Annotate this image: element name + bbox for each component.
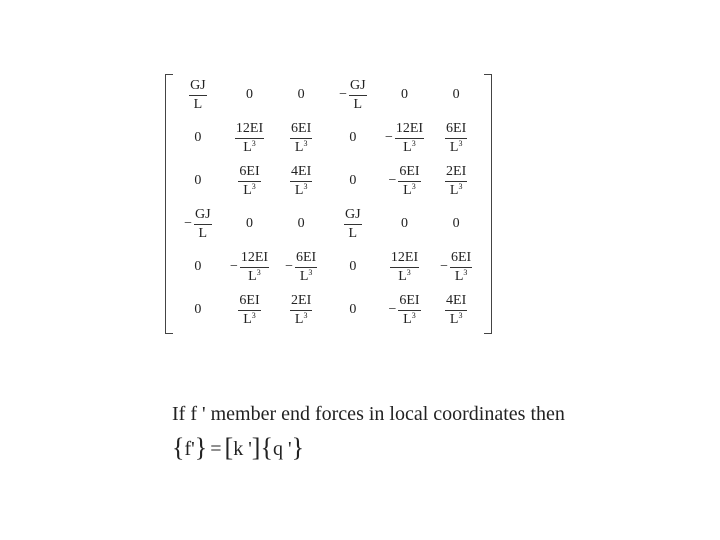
denominator-exponent: 3 <box>411 181 416 191</box>
fraction-numerator: 6EI <box>398 165 420 182</box>
matrix-right-bracket <box>484 74 492 334</box>
matrix-entry: 0 <box>349 302 357 317</box>
force-vector-symbol: f' <box>184 437 195 460</box>
denominator-base: L <box>243 182 252 198</box>
denominator-base: L <box>198 225 208 241</box>
matrix-entry: 0 <box>349 259 357 274</box>
fraction-numerator: 6EI <box>238 294 260 311</box>
fraction <box>445 122 467 155</box>
fraction-denominator <box>450 182 463 198</box>
matrix-entry <box>390 251 419 284</box>
matrix-cell <box>272 117 330 159</box>
matrix-cell <box>324 117 382 159</box>
fraction-denominator <box>194 96 203 112</box>
matrix-entry <box>235 122 264 155</box>
denominator-base: L <box>299 268 309 284</box>
matrix-cell <box>169 74 227 116</box>
denominator-exponent: 3 <box>308 267 313 277</box>
matrix-cell <box>221 160 279 202</box>
matrix-entry: 0 <box>297 216 305 231</box>
fraction-denominator <box>349 225 358 241</box>
denominator-exponent: 3 <box>251 181 256 191</box>
fraction <box>290 294 312 327</box>
denominator-exponent: 3 <box>406 267 411 277</box>
matrix-entry <box>445 122 467 155</box>
matrix-cell <box>272 246 330 288</box>
matrix-cell <box>169 246 227 288</box>
fraction-denominator <box>403 311 416 327</box>
matrix-entry <box>445 294 467 327</box>
right-brace: } <box>291 433 305 462</box>
fraction-numerator: GJ <box>194 208 212 225</box>
matrix-cell <box>427 74 485 116</box>
matrix-entry <box>189 79 207 112</box>
denominator-exponent: 3 <box>251 138 256 148</box>
fraction <box>189 79 207 112</box>
matrix-cell <box>324 74 382 116</box>
denominator-base: L <box>353 96 363 112</box>
minus-sign: − <box>229 259 238 274</box>
fraction <box>290 122 312 155</box>
matrix-entry: 0 <box>401 87 408 102</box>
fraction-numerator: 6EI <box>450 251 472 268</box>
minus-sign: − <box>384 130 393 145</box>
fraction-denominator <box>243 311 256 327</box>
matrix-entry <box>238 165 260 198</box>
denominator-exponent: 3 <box>303 310 308 320</box>
fraction-denominator <box>199 225 208 241</box>
fraction-numerator: 12EI <box>395 122 424 139</box>
matrix-cell <box>221 246 279 288</box>
fraction <box>450 251 472 284</box>
matrix-cell <box>427 289 485 331</box>
left-square-bracket: [ <box>224 433 234 462</box>
matrix-entry: 0 <box>297 87 305 102</box>
fraction <box>238 165 260 198</box>
minus-sign: − <box>184 216 193 231</box>
minus-sign: − <box>339 87 347 102</box>
fraction-denominator <box>450 139 463 155</box>
matrix-cell <box>221 289 279 331</box>
fraction-denominator <box>243 139 256 155</box>
denominator-base: L <box>403 139 412 155</box>
matrix-cell <box>169 289 227 331</box>
fraction-denominator <box>300 268 313 284</box>
stiffness-matrix <box>172 74 482 332</box>
matrix-cell <box>427 160 485 202</box>
denominator-base: L <box>243 311 252 327</box>
matrix-cell <box>221 203 279 245</box>
matrix-cell <box>427 117 485 159</box>
denominator-base: L <box>294 182 304 198</box>
stiffness-matrix-symbol: k ' <box>233 437 252 460</box>
fraction-numerator: 4EI <box>445 294 467 311</box>
fraction-denominator <box>450 311 463 327</box>
matrix-cell <box>324 160 382 202</box>
fraction-numerator: 6EI <box>398 294 420 311</box>
matrix-cell <box>272 203 330 245</box>
equation <box>172 433 305 462</box>
fraction <box>290 165 312 198</box>
minus-sign: − <box>388 302 397 317</box>
matrix-entry <box>344 208 362 241</box>
denominator-exponent: 3 <box>458 310 463 320</box>
fraction-denominator <box>295 311 308 327</box>
denominator-base: L <box>193 96 203 112</box>
denominator-base: L <box>294 139 304 155</box>
matrix-cell <box>376 160 434 202</box>
fraction-denominator <box>354 96 363 112</box>
fraction-numerator: 2EI <box>290 294 312 311</box>
matrix-entry <box>184 208 211 241</box>
denominator-base: L <box>449 139 459 155</box>
denominator-exponent: 3 <box>463 267 468 277</box>
matrix-cell <box>272 289 330 331</box>
fraction <box>349 79 367 112</box>
fraction-numerator: GJ <box>344 208 362 225</box>
fraction <box>240 251 269 284</box>
fraction-numerator: 6EI <box>290 122 312 139</box>
matrix-entry: 0 <box>349 173 357 188</box>
matrix-cell <box>376 246 434 288</box>
denominator-exponent: 3 <box>303 138 308 148</box>
matrix-entry <box>238 294 260 327</box>
fraction <box>295 251 317 284</box>
denominator-base: L <box>449 311 459 327</box>
denominator-base: L <box>398 268 407 284</box>
matrix-entry <box>440 251 472 284</box>
fraction-denominator <box>295 182 308 198</box>
denominator-exponent: 3 <box>458 138 463 148</box>
matrix-cell <box>427 246 485 288</box>
matrix-entry: 0 <box>452 216 460 231</box>
fraction-numerator: 6EI <box>238 165 260 182</box>
fraction-numerator: 6EI <box>445 122 467 139</box>
matrix-entry: 0 <box>194 173 202 188</box>
matrix-cell <box>324 246 382 288</box>
fraction <box>194 208 212 241</box>
matrix-cell <box>427 203 485 245</box>
matrix-entry <box>339 79 366 112</box>
matrix-cell <box>376 203 434 245</box>
fraction-numerator: 4EI <box>290 165 312 182</box>
right-square-bracket: ] <box>251 433 261 462</box>
fraction <box>395 122 424 155</box>
denominator-exponent: 3 <box>458 181 463 191</box>
fraction-numerator: 12EI <box>390 251 419 268</box>
matrix-cell <box>272 160 330 202</box>
left-brace: { <box>172 433 185 462</box>
denominator-exponent: 3 <box>303 181 308 191</box>
denominator-base: L <box>403 311 412 327</box>
matrix-entry: 0 <box>246 87 253 102</box>
denominator-exponent: 3 <box>411 138 416 148</box>
fraction <box>445 165 467 198</box>
matrix-entry <box>385 122 424 155</box>
fraction-denominator <box>248 268 261 284</box>
denominator-exponent: 3 <box>251 310 256 320</box>
minus-sign: − <box>440 259 448 274</box>
fraction-denominator <box>243 182 256 198</box>
minus-sign: − <box>388 173 397 188</box>
matrix-cell <box>324 203 382 245</box>
fraction-denominator <box>455 268 468 284</box>
matrix-cell <box>324 289 382 331</box>
fraction-numerator: 2EI <box>445 165 467 182</box>
fraction-numerator: 6EI <box>295 251 317 268</box>
equals-sign: = <box>210 437 222 460</box>
fraction-denominator <box>403 139 416 155</box>
fraction-denominator <box>398 268 411 284</box>
matrix-entry <box>388 294 420 327</box>
matrix-entry <box>290 165 312 198</box>
matrix-entry <box>285 251 317 284</box>
fraction <box>398 165 420 198</box>
matrix-entry <box>290 122 312 155</box>
denominator-exponent: 3 <box>411 310 416 320</box>
matrix-entry: 0 <box>349 130 357 145</box>
denominator-base: L <box>248 268 257 284</box>
fraction-denominator <box>403 182 416 198</box>
matrix-cell <box>221 117 279 159</box>
fraction <box>238 294 260 327</box>
fraction <box>445 294 467 327</box>
fraction <box>344 208 362 241</box>
matrix-cell <box>272 74 330 116</box>
denominator-base: L <box>449 182 459 198</box>
right-brace: } <box>194 433 208 462</box>
fraction-numerator: GJ <box>189 79 207 96</box>
matrix-entry <box>230 251 269 284</box>
matrix-entry <box>290 294 312 327</box>
denominator-base: L <box>454 268 464 284</box>
statement-text: If f ' member end forces in local coordinates then <box>172 403 565 425</box>
matrix-entry <box>445 165 467 198</box>
denominator-base: L <box>294 311 304 327</box>
minus-sign: − <box>285 259 293 274</box>
matrix-entry: 0 <box>194 130 202 145</box>
denominator-base: L <box>348 225 358 241</box>
matrix-entry <box>388 165 420 198</box>
fraction <box>398 294 420 327</box>
matrix-entry: 0 <box>401 216 408 231</box>
fraction-numerator: GJ <box>349 79 367 96</box>
fraction-numerator: 12EI <box>235 122 264 139</box>
fraction <box>390 251 419 284</box>
matrix-entry: 0 <box>246 216 253 231</box>
displacement-vector-symbol: q ' <box>272 437 292 460</box>
matrix-cell <box>221 74 279 116</box>
matrix-cell <box>376 74 434 116</box>
matrix-entry: 0 <box>194 302 202 317</box>
matrix-entry: 0 <box>452 87 460 102</box>
matrix-cell <box>376 289 434 331</box>
matrix-cell <box>376 117 434 159</box>
fraction <box>235 122 264 155</box>
matrix-cell <box>169 117 227 159</box>
matrix-cell <box>169 203 227 245</box>
denominator-base: L <box>243 139 252 155</box>
denominator-exponent: 3 <box>256 267 261 277</box>
fraction-denominator <box>295 139 308 155</box>
denominator-base: L <box>403 182 412 198</box>
matrix-entry: 0 <box>194 259 202 274</box>
fraction-numerator: 12EI <box>240 251 269 268</box>
left-brace: { <box>260 433 273 462</box>
matrix-cell <box>169 160 227 202</box>
